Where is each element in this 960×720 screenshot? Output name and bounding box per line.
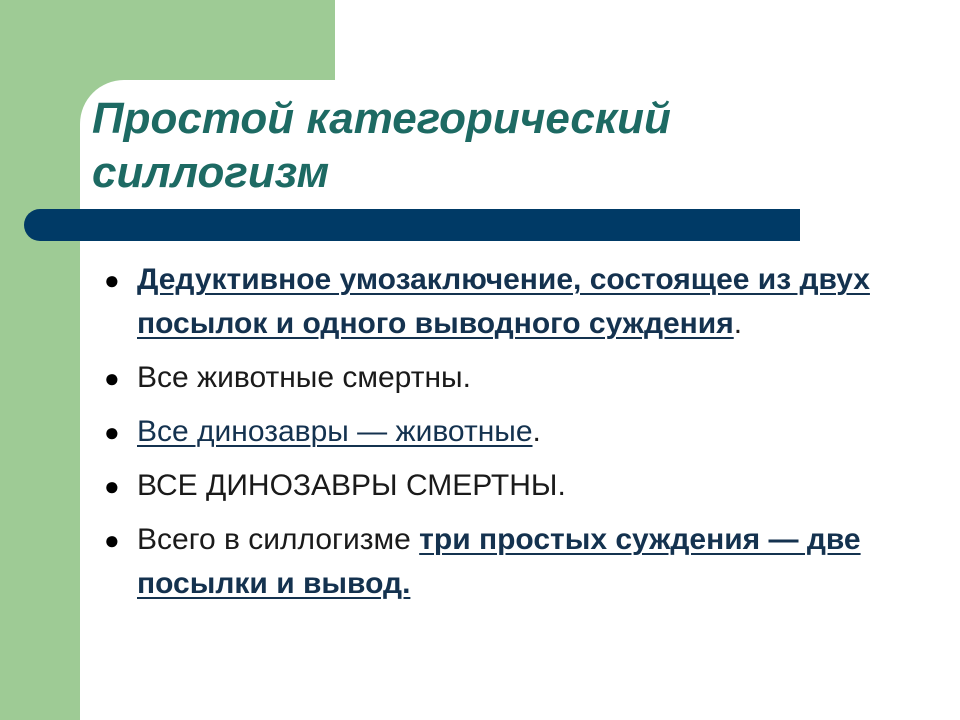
major-premise-text: Все животные смертны. [137, 361, 471, 394]
minor-premise-text: Все динозавры — животные [137, 415, 533, 448]
definition-period: . [733, 307, 743, 340]
slide-title [92, 92, 852, 200]
bullet-item-summary [100, 518, 880, 606]
bullet-item-conclusion [100, 464, 880, 508]
summary-emphasis-text: три простых суждения — две посылки и вывод. [137, 523, 861, 600]
bullet-item-major-premise [100, 356, 880, 400]
bullet-dot-icon: ● [104, 363, 120, 393]
slide-title-line-1: Простой категорический [92, 94, 671, 143]
bullet-dot-icon: ● [104, 525, 120, 555]
bullet-dot-icon: ● [104, 265, 120, 295]
bullet-dot-icon: ● [104, 417, 120, 447]
conclusion-text: ВСЕ ДИНОЗАВРЫ СМЕРТНЫ. [137, 469, 566, 502]
title-underline-bar [24, 209, 800, 241]
summary-lead-text: Всего в силлогизме [137, 523, 420, 556]
bullet-dot-icon: ● [104, 471, 120, 501]
minor-premise-period: . [532, 415, 541, 448]
slide-title-line-2: силлогизм [92, 148, 330, 197]
bullet-item-definition [100, 258, 880, 346]
definition-text: Дедуктивное умозаключение, состоящее из двух посылок и одного выводного суждения [137, 263, 870, 340]
bullet-list [100, 258, 880, 616]
bullet-item-minor-premise [100, 410, 880, 454]
